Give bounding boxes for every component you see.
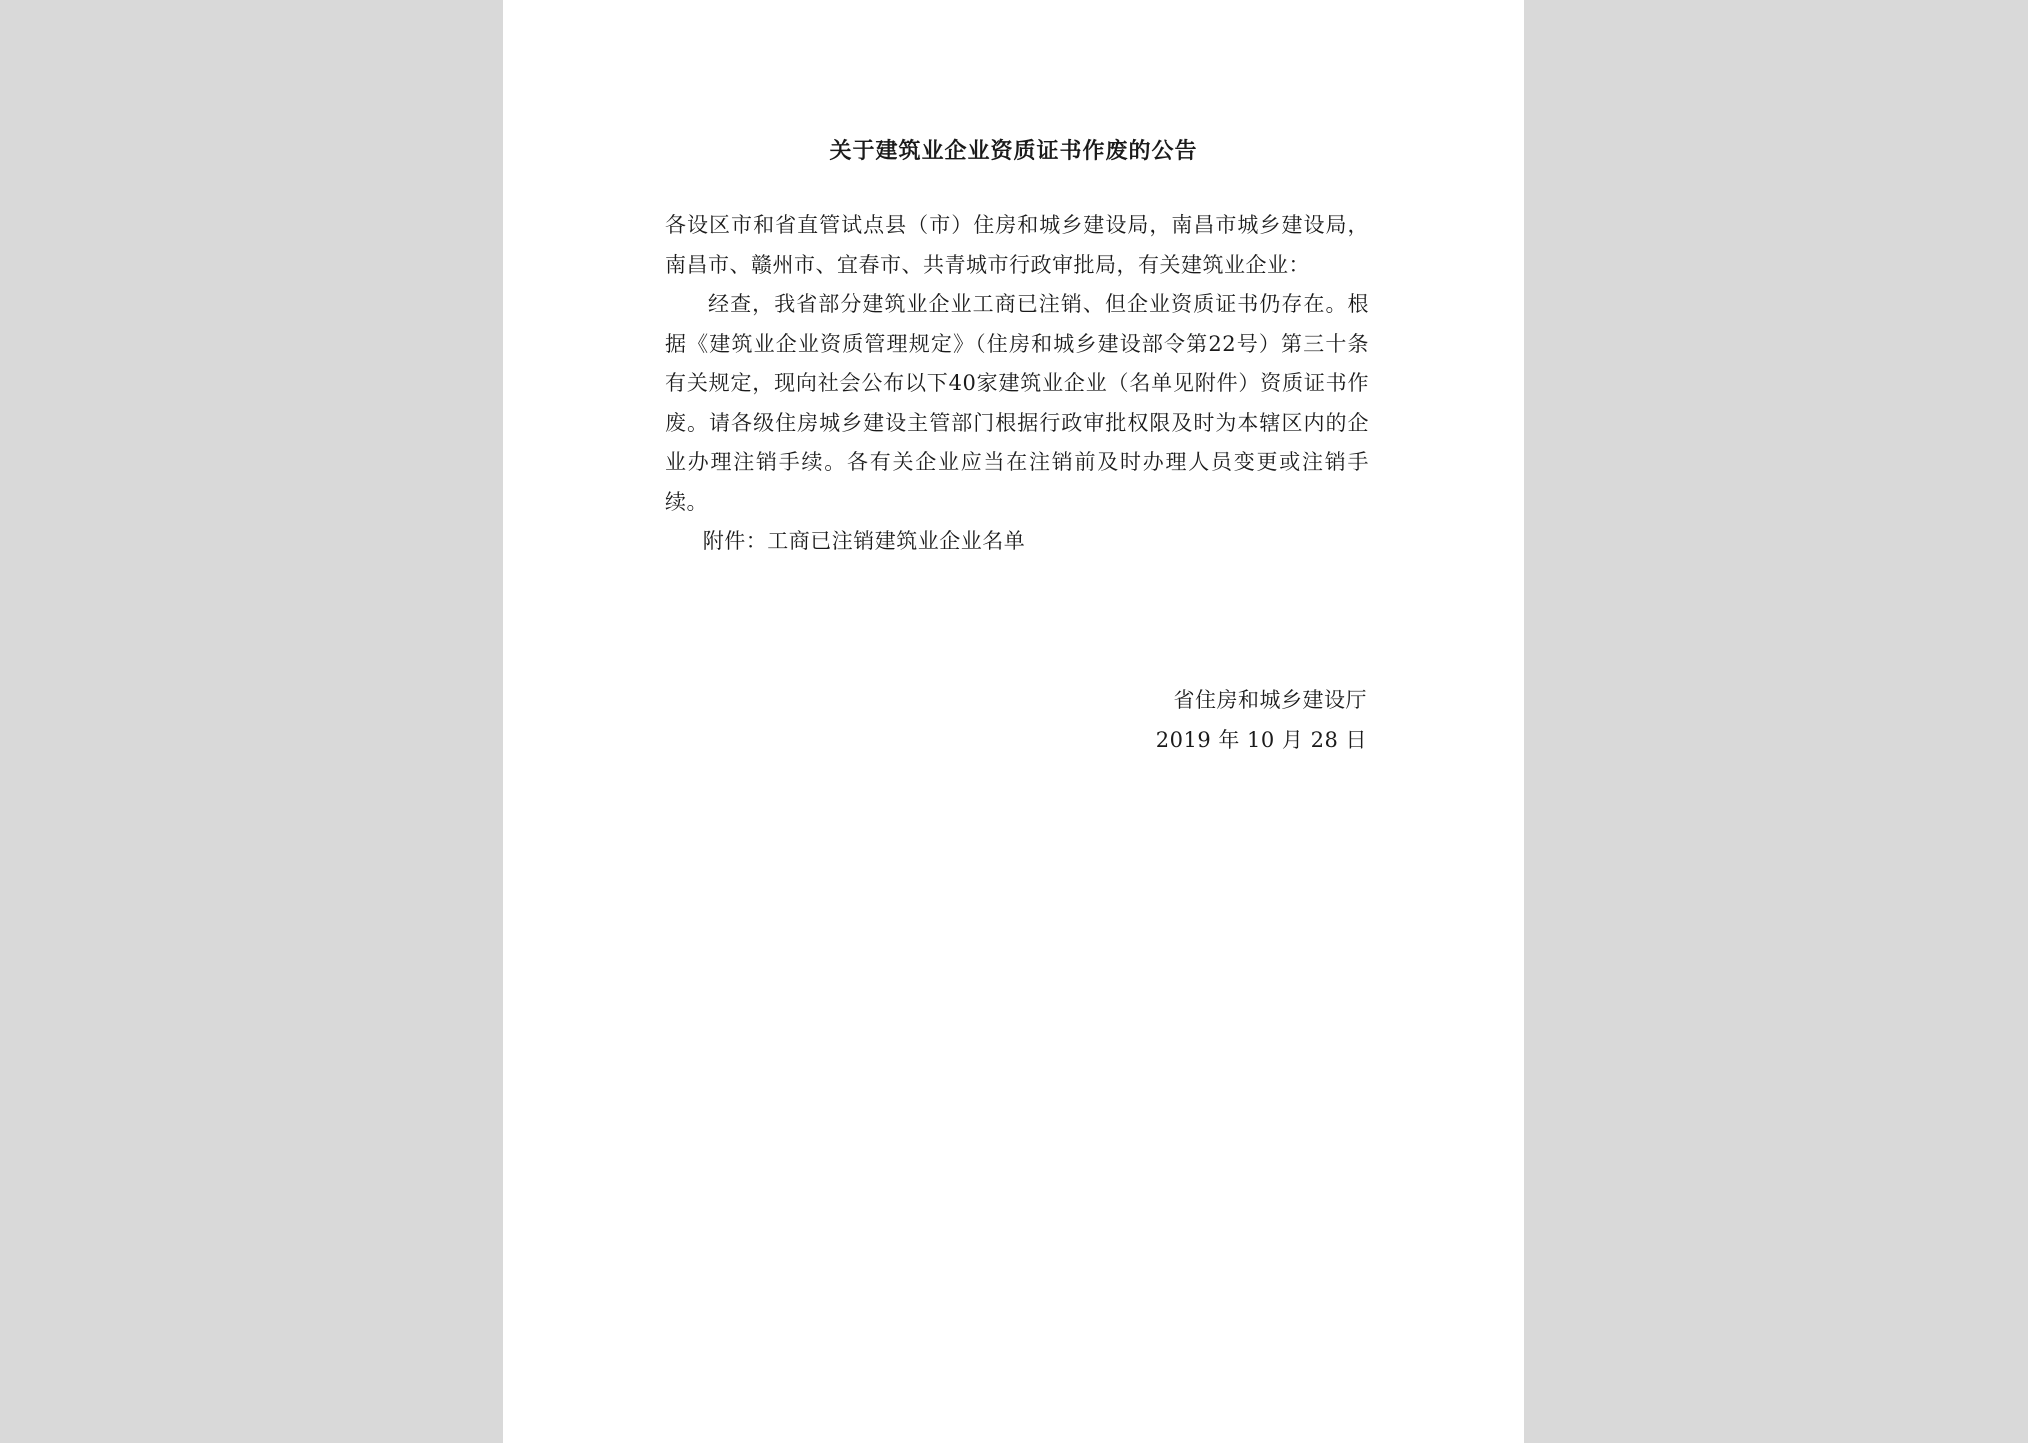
issue-date: 2019 年 10 月 28 日 xyxy=(1155,728,1367,752)
addressee-paragraph: 各设区市和省直管试点县（市）住房和城乡建设局，南昌市城乡建设局，南昌市、赣州市、宜春市、共青城市行政审批局，有关建筑业企业： xyxy=(665,213,1369,277)
signature-block xyxy=(1156,680,1367,760)
issuer-name: 省住房和城乡建设厅 xyxy=(1173,688,1367,712)
main-paragraph: 经查，我省部分建筑业企业工商已注销、但企业资质证书仍存在。根据《建筑业企业资质管理规定》（住房和城乡建设部令第22号）第三十条有关规定，现向社会公布以下40家建筑业企业（名单见附件）资质证书作废。请各级住房城乡建设主管部门根据行政审批权限及时为本辖区内的企业办理注销手续。各有关企业应当在注销前及时办理人员变更或注销手续。 xyxy=(665,292,1369,514)
document-title: 关于建筑业企业资质证书作废的公告 xyxy=(829,138,1198,164)
attachment-line: 附件：工商已注销建筑业企业名单 xyxy=(702,529,1026,553)
document-body xyxy=(665,206,1369,562)
document-page xyxy=(503,0,1524,1443)
